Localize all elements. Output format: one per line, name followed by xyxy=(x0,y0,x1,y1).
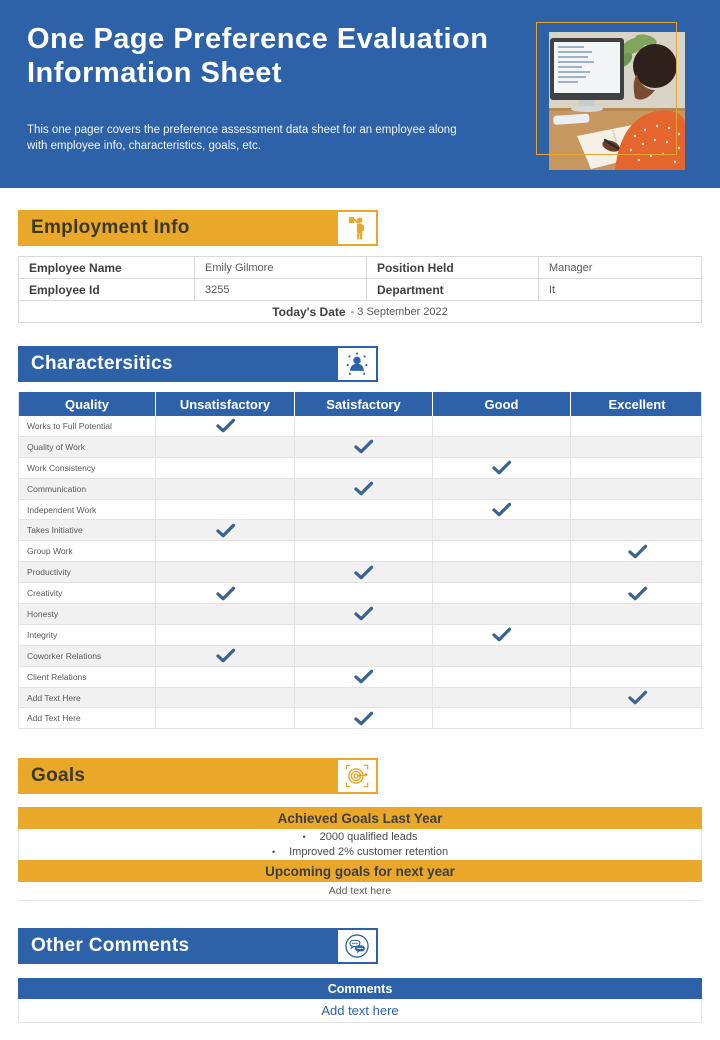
rating-cell xyxy=(295,667,433,688)
checkmark-icon xyxy=(352,668,375,685)
goal-item: • 2000 qualified leads xyxy=(302,831,418,844)
rating-cell xyxy=(433,604,571,625)
position-held-value: Manager xyxy=(539,257,703,279)
characteristic-row xyxy=(19,437,701,458)
todays-date-label: Today's Date xyxy=(272,304,346,319)
employment-info-table xyxy=(18,256,702,323)
characteristic-row xyxy=(19,520,701,541)
checkmark-icon xyxy=(214,417,237,434)
characteristic-row xyxy=(19,688,701,709)
checkmark-icon xyxy=(490,626,513,643)
column-header-good: Good xyxy=(433,392,571,416)
column-header-unsatisfactory: Unsatisfactory xyxy=(156,392,295,416)
checkmark-icon xyxy=(352,710,375,727)
checkmark-icon xyxy=(626,689,649,706)
quality-label: Add Text Here xyxy=(19,688,156,709)
todays-date-row xyxy=(19,301,701,322)
other-comments-title: Other Comments xyxy=(31,935,190,957)
rating-cell xyxy=(295,520,433,541)
characteristic-row xyxy=(19,583,701,604)
quality-label: Creativity xyxy=(19,583,156,604)
quality-label: Work Consistency xyxy=(19,458,156,479)
upcoming-goals-placeholder[interactable]: Add text here xyxy=(18,882,702,901)
rating-cell xyxy=(433,437,571,458)
bullet-icon: • xyxy=(271,847,276,858)
characteristic-row xyxy=(19,479,701,500)
rating-cell xyxy=(295,500,433,521)
rating-cell xyxy=(433,479,571,500)
rating-cell xyxy=(571,458,703,479)
bullet-icon: • xyxy=(302,832,306,843)
column-header-excellent: Excellent xyxy=(608,396,666,412)
person-attributes-icon xyxy=(338,348,376,380)
rating-cell xyxy=(156,520,295,541)
column-header-quality: Quality xyxy=(19,392,156,416)
checkmark-icon xyxy=(490,459,513,476)
comments-placeholder[interactable]: Add text here xyxy=(18,999,702,1023)
rating-cell xyxy=(433,500,571,521)
rating-cell xyxy=(156,458,295,479)
rating-cell xyxy=(571,541,703,562)
person-raising-hand-icon xyxy=(338,212,376,244)
quality-label: Quality of Work xyxy=(19,437,156,458)
rating-cell xyxy=(156,437,295,458)
quality-label: Coworker Relations xyxy=(19,646,156,667)
comments-header: Comments xyxy=(18,978,702,999)
rating-cell xyxy=(295,688,433,709)
characteristics-title: Charactersitics xyxy=(31,353,173,374)
quality-label: Add Text Here xyxy=(19,708,156,729)
characteristic-row xyxy=(19,667,701,688)
characteristic-row xyxy=(19,500,701,521)
checkmark-icon xyxy=(352,480,375,497)
hero-banner xyxy=(0,0,720,188)
rating-cell xyxy=(433,667,571,688)
achieved-goals-list xyxy=(18,829,702,860)
rating-cell xyxy=(156,416,295,437)
quality-label: Independent Work xyxy=(19,500,156,521)
characteristic-row xyxy=(19,416,701,437)
characteristic-row xyxy=(19,646,701,667)
quality-label: Integrity xyxy=(19,625,156,646)
rating-cell xyxy=(571,667,703,688)
chat-bubbles-icon xyxy=(338,930,376,962)
rating-cell xyxy=(156,562,295,583)
rating-cell xyxy=(571,520,703,541)
characteristic-row xyxy=(19,458,701,479)
goal-item: • Improved 2% customer retention xyxy=(271,846,449,859)
rating-cell xyxy=(295,416,433,437)
checkmark-icon xyxy=(214,585,237,602)
characteristics-section-header xyxy=(18,346,378,382)
employment-info-title: Employment Info xyxy=(31,217,190,238)
rating-cell xyxy=(571,500,703,521)
rating-cell xyxy=(571,437,703,458)
rating-cell xyxy=(433,520,571,541)
rating-cell xyxy=(156,541,295,562)
header-photo xyxy=(549,32,685,170)
rating-cell xyxy=(295,541,433,562)
characteristic-row xyxy=(19,541,701,562)
rating-cell xyxy=(433,541,571,562)
department-value: It xyxy=(539,279,703,301)
rating-cell xyxy=(571,562,703,583)
rating-cell xyxy=(571,583,703,604)
quality-label: Client Relations xyxy=(19,667,156,688)
checkmark-icon xyxy=(352,438,375,455)
upcoming-goals-header: Upcoming goals for next year xyxy=(18,860,702,882)
checkmark-icon xyxy=(352,564,375,581)
quality-label: Takes Initiative xyxy=(19,520,156,541)
employee-id-label: Employee Id xyxy=(19,279,195,301)
rating-cell xyxy=(571,688,703,709)
goals-table xyxy=(18,807,702,901)
rating-cell xyxy=(295,708,433,729)
rating-cell xyxy=(156,625,295,646)
rating-cell xyxy=(156,708,295,729)
checkmark-icon xyxy=(214,647,237,664)
goals-section-header xyxy=(18,758,378,794)
characteristics-table xyxy=(18,392,702,729)
characteristic-row xyxy=(19,604,701,625)
rating-cell xyxy=(433,625,571,646)
comments-table xyxy=(18,978,702,1023)
todays-date-value: - 3 September 2022 xyxy=(350,305,448,318)
rating-cell xyxy=(156,479,295,500)
rating-cell xyxy=(156,583,295,604)
characteristic-row xyxy=(19,625,701,646)
rating-cell xyxy=(295,562,433,583)
checkmark-icon xyxy=(490,501,513,518)
rating-cell xyxy=(295,458,433,479)
characteristic-row xyxy=(19,562,701,583)
rating-cell xyxy=(433,688,571,709)
page-title: One Page Preference Evaluation Information Sheet xyxy=(27,23,489,90)
checkmark-icon xyxy=(352,605,375,622)
rating-cell xyxy=(295,583,433,604)
characteristic-row xyxy=(19,708,701,729)
rating-cell xyxy=(433,583,571,604)
rating-cell xyxy=(433,646,571,667)
rating-cell xyxy=(156,646,295,667)
checkmark-icon xyxy=(626,585,649,602)
quality-label: Honesty xyxy=(19,604,156,625)
rating-cell xyxy=(433,562,571,583)
rating-cell xyxy=(571,708,703,729)
employee-working-illustration xyxy=(549,32,685,170)
rating-cell xyxy=(156,604,295,625)
quality-label: Group Work xyxy=(19,541,156,562)
rating-cell xyxy=(295,625,433,646)
position-held-label: Position Held xyxy=(367,257,539,279)
rating-cell xyxy=(571,604,703,625)
checkmark-icon xyxy=(626,543,649,560)
employee-name-label: Employee Name xyxy=(19,257,195,279)
checkmark-icon xyxy=(214,522,237,539)
rating-cell xyxy=(295,604,433,625)
column-header-satisfactory: Satisfactory xyxy=(295,392,433,416)
target-arrow-icon xyxy=(338,760,376,792)
rating-cell xyxy=(156,688,295,709)
quality-label: Communication xyxy=(19,479,156,500)
goals-title: Goals xyxy=(31,765,86,787)
rating-cell xyxy=(156,667,295,688)
employee-id-value: 3255 xyxy=(195,279,367,301)
department-label: Department xyxy=(367,279,539,301)
employee-name-value: Emily Gilmore xyxy=(195,257,367,279)
rating-cell xyxy=(433,708,571,729)
rating-cell xyxy=(295,437,433,458)
quality-label: Works to Full Potential xyxy=(19,416,156,437)
rating-cell xyxy=(433,416,571,437)
rating-cell xyxy=(295,646,433,667)
rating-cell xyxy=(156,500,295,521)
rating-cell xyxy=(571,416,703,437)
rating-cell xyxy=(571,646,703,667)
achieved-goals-header: Achieved Goals Last Year xyxy=(18,807,702,829)
characteristics-table-header xyxy=(19,392,701,416)
other-comments-section-header xyxy=(18,928,378,964)
rating-cell xyxy=(571,479,703,500)
rating-cell xyxy=(295,479,433,500)
quality-label: Productivity xyxy=(19,562,156,583)
rating-cell xyxy=(433,458,571,479)
rating-cell xyxy=(571,625,703,646)
employment-info-section-header xyxy=(18,210,378,246)
page-subtitle: This one pager covers the preference assessment data sheet for an employee along with employee info, characteristics, goals, etc. xyxy=(27,124,457,152)
